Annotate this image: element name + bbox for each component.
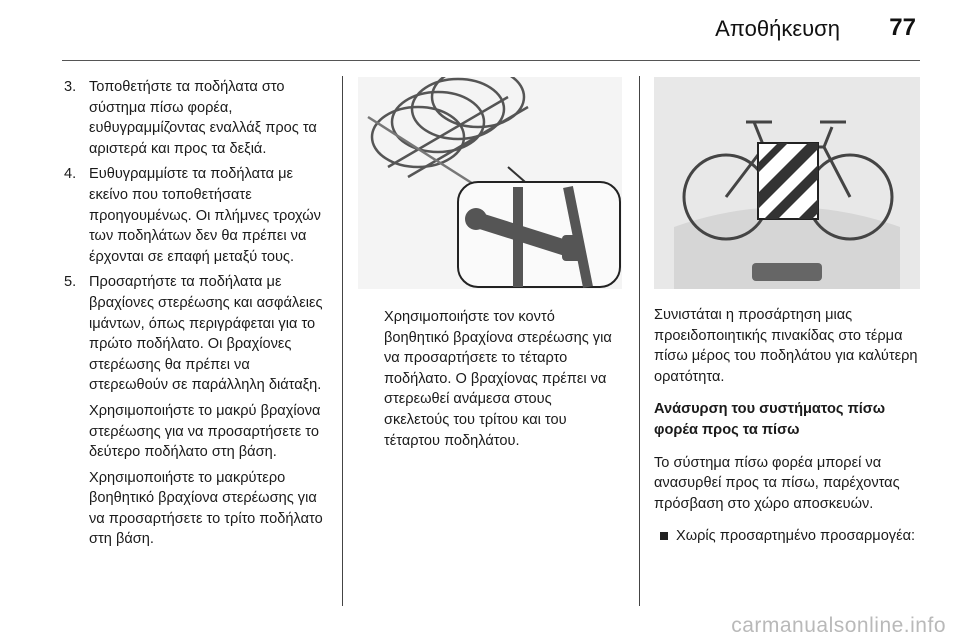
step-text: Χρησιμοποιήστε το μακρύτερο βοηθητικό βραχίονα στερέωσης για να προσαρτήσετε το τρίτο ποδήλατο στη βάση. — [89, 469, 323, 548]
column-right — [654, 77, 922, 547]
bullet-item — [654, 526, 922, 547]
warning-sign-illustration — [654, 77, 920, 289]
column-divider-2 — [639, 76, 640, 606]
section-paragraph: Το σύστημα πίσω φορέα μπορεί να ανασυρθεί προς τα πίσω, παρέχοντας πρόσβαση στο χώρο αποσκευών. — [654, 454, 900, 512]
step-text: Προσαρτήστε τα ποδήλατα με βραχίονες στερέωσης και ασφάλειες ιμάντων, όπως περιγράφεται για το πρώτο ποδήλατο. Οι βραχίονες στερέωσης θα πρέπει να στερεωθούν σε παράλληλη διάταξη. — [89, 274, 323, 394]
figure-caption: Χρησιμοποιήστε τον κοντό βοηθητικό βραχίονα στερέωσης για να προσαρτήσετε το τέταρτο ποδήλατο. Ο βραχίονας πρέπει να στερεωθεί ανάμεσα στους σκελετούς του τρίτου και του τέταρτου ποδηλάτου. — [384, 309, 612, 449]
column-middle — [358, 77, 624, 466]
step-text: Χρησιμοποιήστε το μακρύ βραχίονα στερέωσης για να προσαρτήσετε το δεύτερο ποδήλατο στη βάση. — [89, 402, 321, 461]
illustration-svg — [358, 77, 622, 289]
step-text: Τοποθετήστε τα ποδήλατα στο σύστημα πίσω φορέα, ευθυγραμμίζοντας εναλλάξ προς τα αριστερά και προς τα δεξιά. — [89, 79, 317, 157]
section-heading: Ανάσυρση του συστήματος πίσω φορέα προς τα πίσω — [654, 401, 886, 438]
column-divider-1 — [342, 76, 343, 606]
column-left — [64, 77, 332, 555]
bike-carrier-arm-illustration — [358, 77, 622, 289]
steps-list — [64, 77, 332, 550]
right-column-text — [654, 305, 922, 547]
step-number: 4. — [64, 166, 77, 183]
header-rule — [62, 60, 920, 61]
warning-paragraph: Συνιστάται η προσάρτηση μιας προειδοποιητικής πινακίδας στο τέρμα πίσω μέρος του ποδηλάτου για καλύτερη ορατότητα. — [654, 307, 918, 385]
square-bullet-icon — [660, 532, 668, 540]
illustration-svg — [654, 77, 920, 289]
step-item — [64, 77, 332, 159]
header-title: Αποθήκευση — [715, 16, 840, 41]
step-number: 5. — [64, 274, 77, 291]
step-number: 3. — [64, 79, 77, 95]
step-item — [64, 272, 332, 550]
step-item — [64, 164, 332, 267]
bullet-text: Χωρίς προσαρτημένο προσαρμογέα: — [676, 528, 916, 545]
watermark: carmanualsonline.info — [731, 614, 946, 637]
page-header — [0, 0, 960, 62]
step-text: Ευθυγραμμίστε τα ποδήλατα με εκείνο που τοποθετήσατε προηγουμένως. Οι πλήμνες τροχών των ποδηλάτων δεν θα πρέπει να έρχονται σε επαφή μεταξύ τους. — [89, 166, 321, 265]
page-number: 77 — [889, 14, 916, 41]
